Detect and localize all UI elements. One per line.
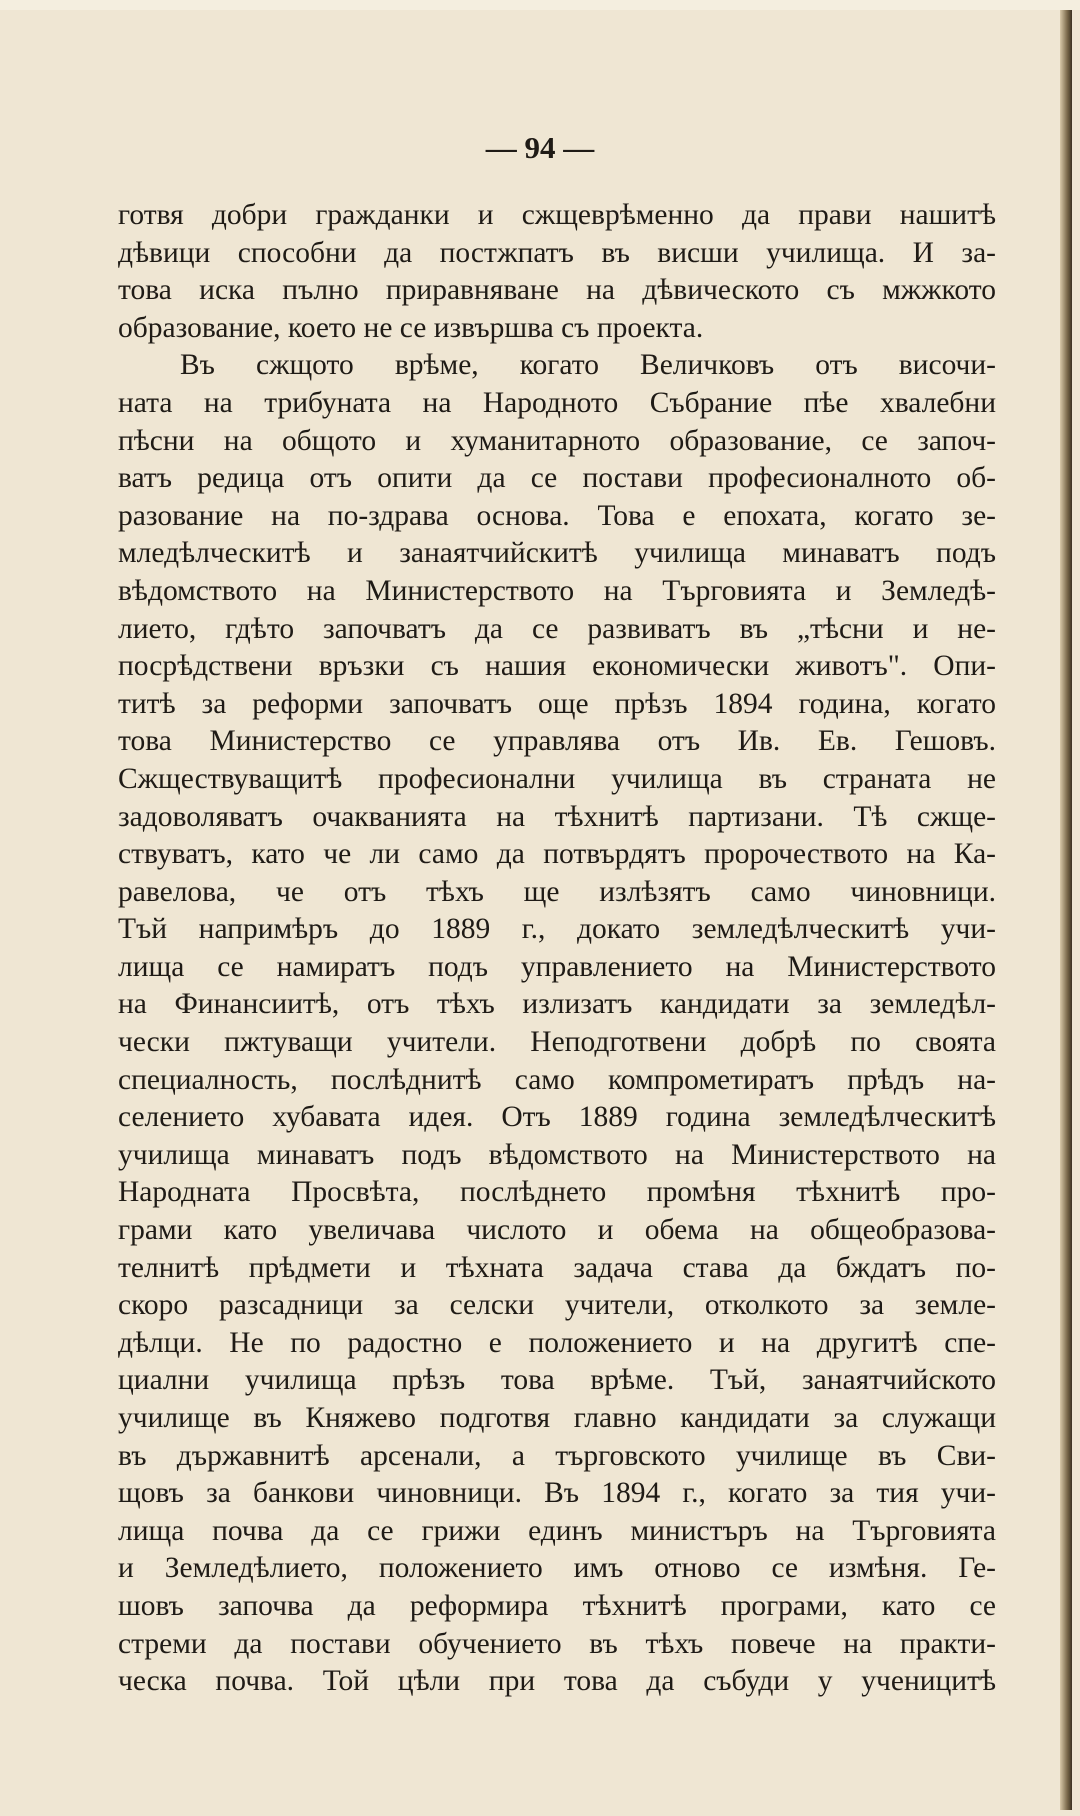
text-line: Тъй напримѣръ до 1889 г., докато земледѣлческитѣ учи- <box>118 913 996 946</box>
text-line: чески пжтуващи учители. Неподготвени добрѣ по своята <box>118 1026 996 1059</box>
text-line: дѣвици способни да постжпатъ въ висши училища. И за- <box>118 236 996 269</box>
text-line: Сжществуващитѣ професионални училища въ страната не <box>118 762 996 795</box>
text-line: образование, което не се извършва съ проекта. <box>118 311 704 344</box>
body-text <box>118 197 996 1701</box>
text-line: въ държавнитѣ арсенали, а търговското училище въ Сви- <box>118 1439 996 1472</box>
text-line: телнитѣ прѣдмети и тѣхната задача става да бждатъ по- <box>118 1251 996 1284</box>
text-line: това Министерство се управлява отъ Ив. Ев. Гешовъ. <box>118 725 996 758</box>
text-line: специалность, послѣднитѣ само компрометиратъ прѣдъ на- <box>118 1063 996 1096</box>
text-line: училища минаватъ подъ вѣдомството на Министерството на <box>118 1138 996 1171</box>
text-line: и Земледѣлието, положението имъ отново се измѣня. Ге- <box>118 1552 996 1585</box>
text-line: грами като увеличава числото и обема на общеобразова- <box>118 1214 996 1247</box>
text-line: ческа почва. Той цѣли при това да събуди у ученицитѣ <box>118 1665 996 1698</box>
text-line: пѣсни на общото и хуманитарното образование, се започ- <box>118 424 996 457</box>
text-line: шовъ започва да реформира тѣхнитѣ програми, като се <box>118 1589 996 1622</box>
text-line: ствуватъ, като че ли само да потвърдятъ пророчеството на Ка- <box>118 838 996 871</box>
text-line: ватъ редица отъ опити да се постави професионалното об- <box>118 462 996 495</box>
text-line: лища почва да се грижи единъ министъръ на Търговията <box>118 1514 996 1547</box>
text-line: посрѣдствени връзки съ нашия економически животъ". Опи- <box>118 650 996 683</box>
text-line: дѣлци. Не по радостно е положението и на другитѣ спе- <box>118 1326 996 1359</box>
text-line: училище въ Княжево подготвя главно кандидати за служащи <box>118 1402 996 1434</box>
text-line: задоволяватъ очакванията на тѣхнитѣ партизани. Тѣ сжще- <box>118 800 996 833</box>
page-top-margin <box>0 0 1080 10</box>
page-number: — 94 — <box>485 130 595 165</box>
text-line: мледѣлческитѣ и занаятчийскитѣ училища минаватъ подъ <box>118 537 996 570</box>
text-line: стреми да постави обучението въ тѣхъ повече на практи- <box>118 1627 996 1660</box>
text-line: разование на по-здрава основа. Това е епохата, когато зе- <box>118 499 996 532</box>
text-line: готвя добри гражданки и сжщеврѣменно да прави нашитѣ <box>118 199 996 231</box>
text-line: на Финансиитѣ, отъ тѣхъ излизатъ кандидати за земледѣл- <box>118 988 996 1021</box>
text-line: титѣ за реформи започватъ още прѣзъ 1894 година, когато <box>118 687 996 720</box>
text-line: лища се намиратъ подъ управлението на Министерството <box>118 950 996 983</box>
text-line: това иска пълно приравняване на дѣвическото съ мжжкото <box>118 274 996 307</box>
text-line: селението хубавата идея. Отъ 1889 година земледѣлческитѣ <box>118 1101 996 1134</box>
text-line: циални училища прѣзъ това врѣме. Тъй, занаятчийското <box>118 1364 996 1397</box>
text-line: вѣдомството на Министерството на Търговията и Земледѣ- <box>118 574 996 607</box>
text-line: щовъ за банкови чиновници. Въ 1894 г., когато за тия учи- <box>118 1477 996 1510</box>
text-line: лието, гдѣто започватъ да се развиватъ въ „тѣсни и не- <box>118 612 996 645</box>
text-line: равелова, че отъ тѣхъ ще излѣзятъ само чиновници. <box>118 875 996 908</box>
book-spine-shadow <box>1060 10 1072 1810</box>
text-line: Въ сжщото врѣме, когато Величковъ отъ височи- <box>180 349 996 382</box>
text-line: скоро разсадници за селски учители, отколкото за земле- <box>118 1289 996 1322</box>
text-line: ната на трибуната на Народното Събрание пѣе хвалебни <box>118 386 996 419</box>
text-line: Народната Просвѣта, послѣднето промѣня тѣхнитѣ про- <box>118 1176 996 1209</box>
